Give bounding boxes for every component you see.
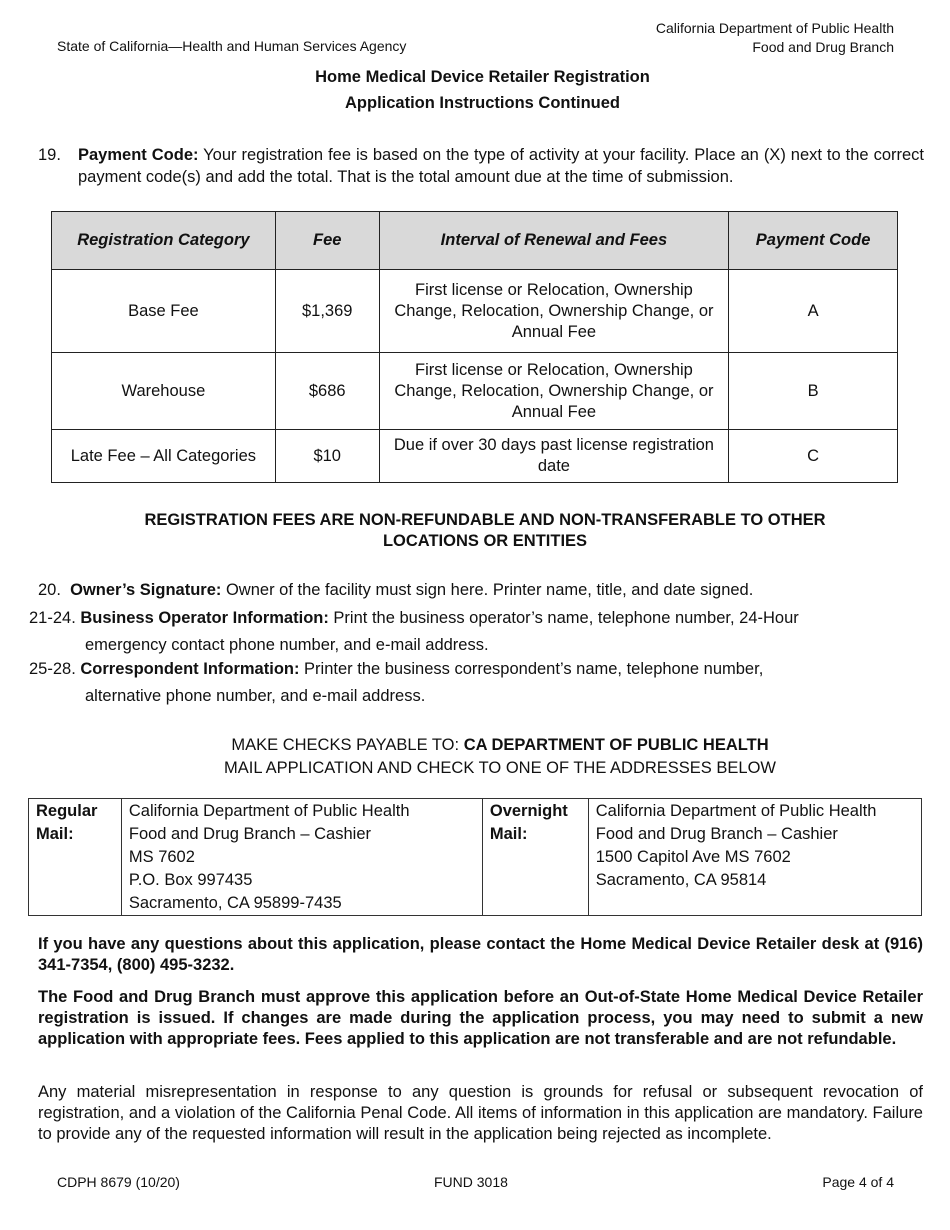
fee-table-header (52, 212, 898, 270)
payment-code-instruction (38, 144, 924, 188)
fee-cell: $1,369 (275, 270, 379, 353)
column-header: Fee (275, 212, 379, 270)
item-label: Payment Code: (78, 146, 199, 164)
form-title: Home Medical Device Retailer Registration (315, 68, 650, 86)
approval-paragraph: The Food and Drug Branch must approve this application before an Out-of-State Home Medical Device Retailer registration is issued. If changes are made during the application process, you may need to submit a new application with appropriate fees. Fees applied to this application are not transferable and are not refundable. (38, 988, 923, 1048)
page-number: Page 4 of 4 (822, 1174, 894, 1190)
item-label: Correspondent Information: (80, 660, 300, 678)
column-header: Interval of Renewal and Fees (379, 212, 729, 270)
overnight-mail-address: California Department of Public Health Food and Drug Branch – Cashier 1500 Capitol Ave MS 7602 Sacramento, CA 95814 (588, 799, 921, 916)
item-text: Your registration fee is based on the type of activity at your facility. Place an (X) next to the correct payment code(s) and add the total. That is the total amount due at the time of submission. (78, 146, 924, 186)
correspondent-instruction (29, 656, 909, 710)
mail-instruction: MAIL APPLICATION AND CHECK TO ONE OF THE ADDRESSES BELOW (224, 759, 776, 777)
table-row (52, 430, 898, 483)
table-row (29, 799, 922, 916)
table-row (52, 353, 898, 430)
fee-cell: $686 (275, 353, 379, 430)
code-cell: C (729, 430, 898, 483)
item-text-continued: emergency contact phone number, and e-mail address. (85, 636, 489, 654)
misrepresentation-paragraph: Any material misrepresentation in response to any question is grounds for refusal or subsequent revocation of registration, and a violation of the California Penal Code. All items of information in this application are mandatory. Failure to provide any of the requested information will result in the application being rejected as incomplete. (38, 1083, 923, 1143)
code-cell: A (729, 270, 898, 353)
owner-signature-instruction (38, 577, 753, 604)
regular-mail-address: California Department of Public Health Food and Drug Branch – Cashier MS 7602 P.O. Box 997435 Sacramento, CA 95899-7435 (121, 799, 482, 916)
mailing-address-table (28, 798, 922, 916)
item-number: 25-28. (29, 660, 76, 678)
branch-name: Food and Drug Branch (752, 39, 894, 55)
category-cell: Base Fee (52, 270, 276, 353)
item-text: Printer the business correspondent’s name, telephone number, (299, 660, 764, 678)
check-instructions (0, 734, 950, 780)
interval-cell: Due if over 30 days past license registration date (379, 430, 729, 483)
code-cell: B (729, 353, 898, 430)
item-label: Business Operator Information: (80, 609, 329, 627)
table-row (52, 270, 898, 353)
fund-number: FUND 3018 (434, 1174, 508, 1190)
category-cell: Warehouse (52, 353, 276, 430)
form-id: CDPH 8679 (10/20) (57, 1174, 180, 1190)
regular-mail-label: Regular Mail: (29, 799, 122, 916)
column-header: Payment Code (729, 212, 898, 270)
overnight-mail-label: Overnight Mail: (482, 799, 588, 916)
item-text: Print the business operator’s name, telephone number, 24-Hour (328, 609, 799, 627)
item-number: 20. (38, 581, 61, 599)
checks-payee: CA DEPARTMENT OF PUBLIC HEALTH (463, 736, 769, 754)
agency-header: State of California—Health and Human Services Agency (57, 38, 407, 54)
interval-cell: First license or Relocation, Ownership Change, Relocation, Ownership Change, or Annual Fee (379, 353, 729, 430)
item-number: 19. (38, 146, 61, 164)
questions-paragraph: If you have any questions about this application, please contact the Home Medical Device Retailer desk at (916) 341-7354, (800) 495-3232. (38, 935, 923, 974)
item-label: Owner’s Signature: (70, 581, 222, 599)
item-text: Owner of the facility must sign here. Printer name, title, and date signed. (221, 581, 754, 599)
item-text-continued: alternative phone number, and e-mail address. (85, 687, 426, 705)
form-subtitle: Application Instructions Continued (345, 94, 620, 112)
category-cell: Late Fee – All Categories (52, 430, 276, 483)
business-operator-instruction (29, 605, 909, 659)
fee-cell: $10 (275, 430, 379, 483)
fee-table (51, 211, 898, 483)
nonrefundable-notice: REGISTRATION FEES ARE NON-REFUNDABLE AND NON-TRANSFERABLE TO OTHER LOCATIONS OR ENTITIES (144, 511, 826, 550)
item-number: 21-24. (29, 609, 76, 627)
column-header: Registration Category (52, 212, 276, 270)
department-name: California Department of Public Health (655, 20, 894, 36)
checks-prefix: MAKE CHECKS PAYABLE TO: (231, 736, 464, 754)
department-header (656, 19, 894, 57)
interval-cell: First license or Relocation, Ownership Change, Relocation, Ownership Change, or Annual Fee (379, 270, 729, 353)
